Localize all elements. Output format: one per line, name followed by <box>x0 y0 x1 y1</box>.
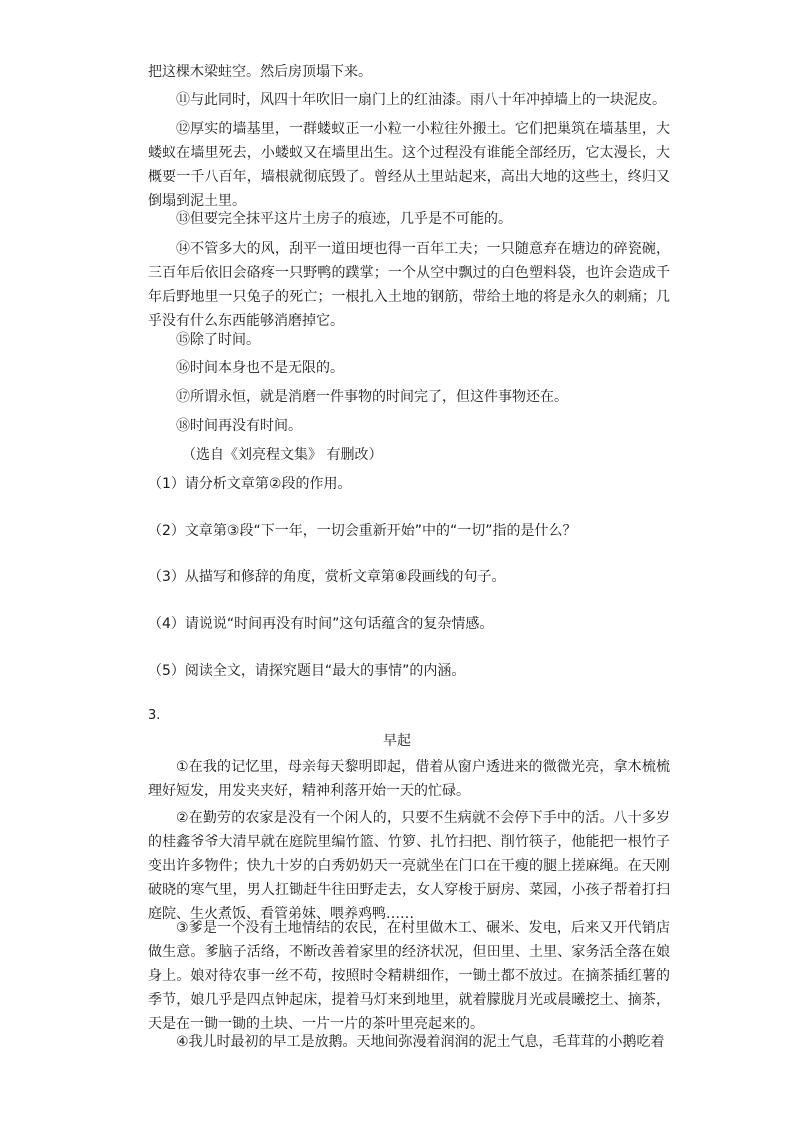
passage2-paragraph-13: ⑬但要完全抹平这片土房子的痕迹，几乎是不可能的。 <box>176 211 512 227</box>
question-2: （2）文章第③段“下一年，一切会重新开始”中的“一切”指的是什么？ <box>148 523 577 539</box>
passage3-paragraph-1: ①在我的记忆里，母亲每天黎明即起，借着从窗户透进来的微微光亮，拿木梳梳理好短发，用发夹夹好，精神利落开始一天的忙碌。 <box>148 759 670 799</box>
passage2-paragraph-11: ⑪与此同时，风四十年吹旧一扇门上的红油漆。雨八十年冲掉墙上的一块泥皮。 <box>176 92 666 108</box>
passage2-paragraph-17: ⑰所谓永恒，就是消磨一件事物的时间完了，但这件事物还在。 <box>176 389 568 405</box>
passage2-paragraph-15: ⑮除了时间。 <box>176 332 260 348</box>
passage3-paragraph-4: ④我儿时最初的早工是放鹅。天地间弥漫着润润的泥土气息，毛茸茸的小鹅吃着 <box>176 1034 665 1050</box>
question-number: 3. <box>148 708 161 723</box>
passage2-paragraph-16: ⑯时间本身也不是无限的。 <box>176 360 344 376</box>
passage2-paragraph-continued: 把这棵木梁蛀空。然后房顶塌下来。 <box>148 64 372 80</box>
passage2-source: （选自《刘亮程文集》 有删改） <box>182 447 383 463</box>
passage3-title: 早起 <box>383 733 411 749</box>
passage2-paragraph-14: ⑭不管多大的风，刮平一道田埂也得一百年工夫；一只随意弃在塘边的碎瓷碗，三百年后依旧会硌疼一只野鸭的蹼掌；一个从空中飘过的白色塑料袋，也许会造成千年后野地里一只兔子的死亡；一根扎入土地的钢筋，带给土地的将是永久的刺痛；几乎没有什么东西能够消磨掉它。 <box>148 241 670 329</box>
question-1: （1）请分析文章第②段的作用。 <box>148 476 352 492</box>
question-5: （5）阅读全文，请探究题目“最大的事情”的内涵。 <box>148 663 466 679</box>
question-4: （4）请说说“时间再没有时间”这句话蕴含的复杂情感。 <box>148 616 494 632</box>
question-3: （3）从描写和修辞的角度，赏析文章第⑧段画线的句子。 <box>148 569 506 585</box>
passage2-paragraph-18: ⑱时间再没有时间。 <box>176 418 302 434</box>
passage3-paragraph-3: ③爹是一个没有土地情结的农民，在村里做木工、碾米、发电，后来又开代销店做生意。爹脑子活络，不断改善着家里的经济状况，但田里、土里、家务活全落在娘身上。娘对待农事一丝不苟，按照时令精耕细作，一锄土都不放过。在摘茶插红薯的季节，娘几乎是四点钟起床，提着马灯来到地里，就着朦胧月光或晨曦挖土、摘茶，天是在一锄一锄的土块、一片一片的茶叶里亮起来的。 <box>148 920 670 1032</box>
passage3-paragraph-2: ②在勤劳的农家是没有一个闲人的，只要不生病就不会停下手中的活。八十多岁的桂鑫爷爷大清早就在庭院里编竹篮、竹箩、扎竹扫把、削竹筷子，他能把一根竹子变出许多物件；快九十岁的白秀奶奶天一亮就坐在门口在干瘦的腿上搓麻绳。在天刚破晓的寒气里，男人扛锄赶牛往田野走去，女人穿梭于厨房、菜园，小孩子帮着打扫庭院、生火煮饭、看管弟妹、喂养鸡鸭…… <box>148 810 670 922</box>
passage2-paragraph-12: ⑫厚实的墙基里，一群蝼蚁正一小粒一小粒往外搬土。它们把巢筑在墙基里，大蝼蚁在墙里死去，小蝼蚁又在墙里出生。这个过程没有谁能全部经历，它太漫长，大概要一千八百年，墙根就彻底毁了。曾经从土里站起来，高出大地的这些土，终归又倒塌到泥土里。 <box>148 121 670 209</box>
